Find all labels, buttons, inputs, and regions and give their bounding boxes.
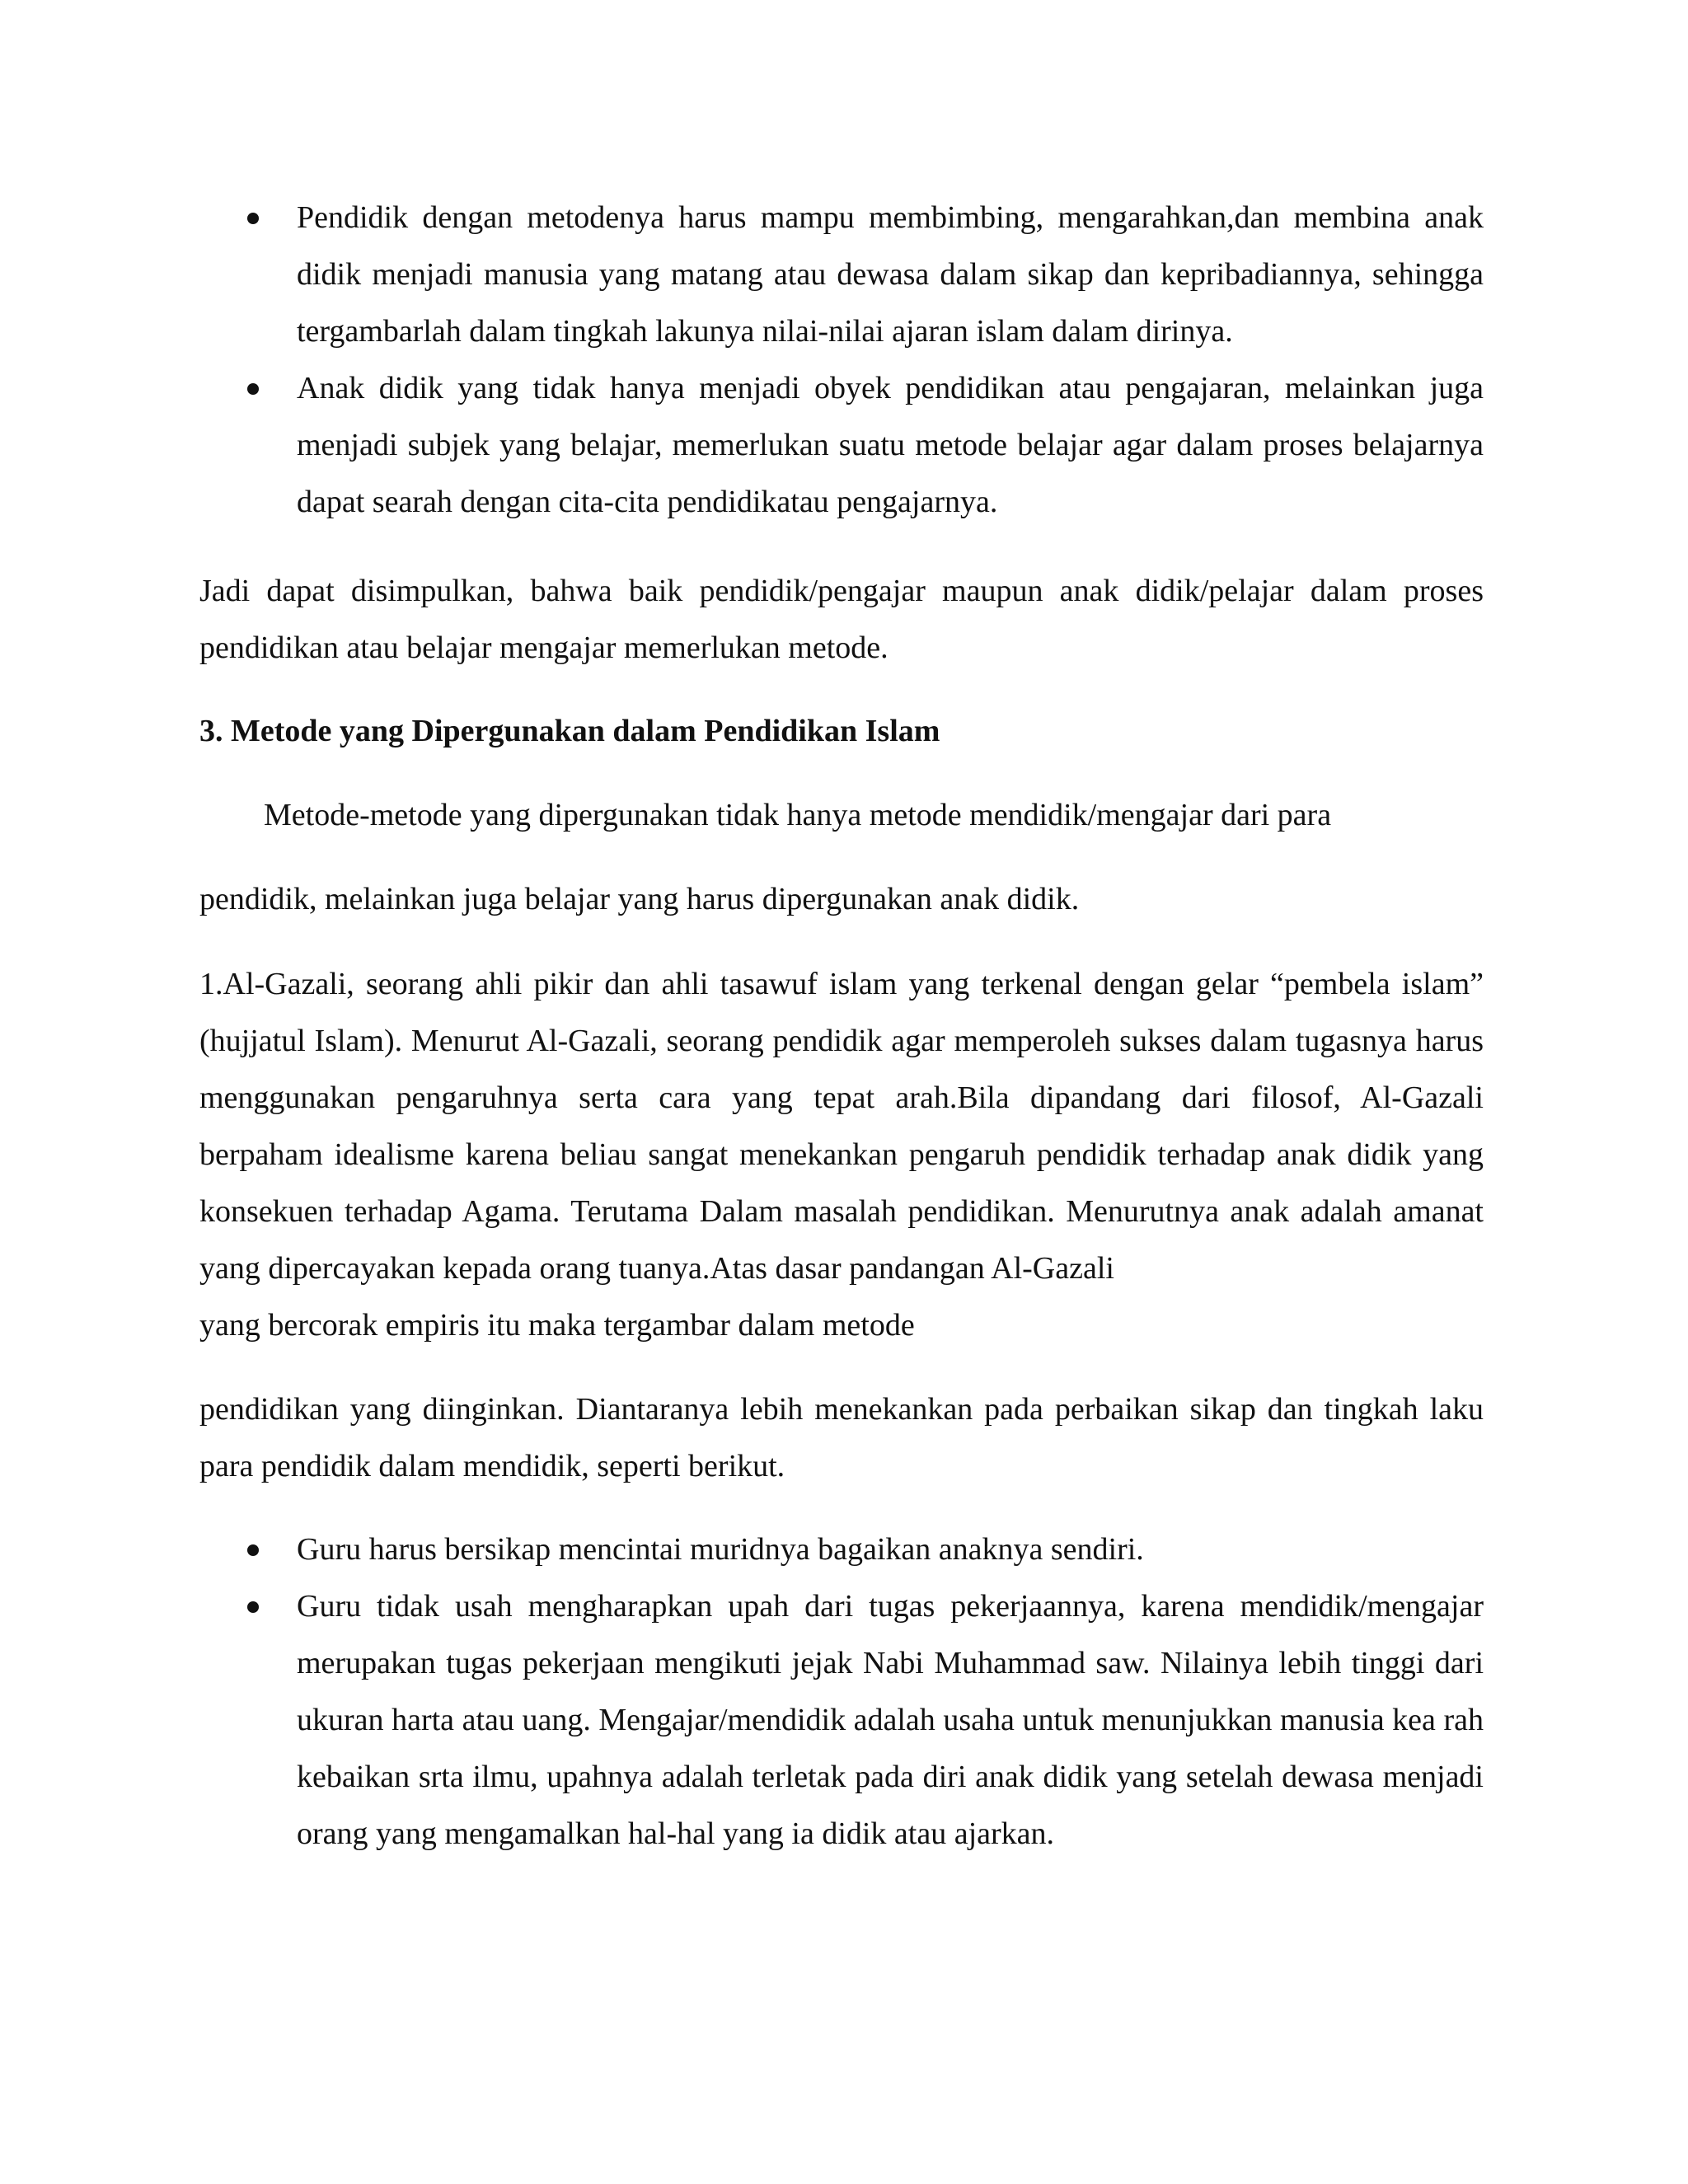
conclusion-paragraph: Jadi dapat disimpulkan, bahwa baik pendidik/pengajar maupun anak didik/pelajar dalam proses pendidikan atau belajar mengajar memerlukan metode. (199, 574, 1484, 665)
bullet-list-top (199, 190, 1484, 531)
intro-line-2: pendidik, melainkan juga belajar yang harus dipergunakan anak didik. (199, 882, 1080, 916)
list-item-text: Anak didik yang tidak hanya menjadi obyek pendidikan atau pengajaran, melainkan juga menjadi subjek yang belajar, memerlukan suatu metode belajar agar dalam proses belajarnya dapat searah dengan cita-cita pendidikatau pengajarnya. (297, 371, 1484, 519)
bullet-icon (247, 213, 259, 224)
list-item-text: Guru tidak usah mengharapkan upah dari tugas pekerjaannya, karena mendidik/mengajar merupakan tugas pekerjaan mengikuti jejak Nabi Muhammad saw. Nilainya lebih tinggi dari ukuran harta atau uang. Mengajar/mendidik adalah usaha untuk menunjukkan manusia kea rah kebaikan srta ilmu, upahnya adalah terletak pada diri anak didik yang setelah dewasa menjadi orang yang mengamalkan hal-hal yang ia didik atau ajarkan. (297, 1589, 1484, 1851)
list-item-text: Guru harus bersikap mencintai muridnya bagaikan anaknya sendiri. (297, 1532, 1144, 1567)
section-heading: 3. Metode yang Dipergunakan dalam Pendidikan Islam (199, 714, 940, 748)
intro-line-1: Metode-metode yang dipergunakan tidak hanya metode mendidik/mengajar dari para (264, 798, 1332, 832)
bullet-icon (247, 1601, 259, 1613)
list-item (199, 1521, 1484, 1578)
list-item-text: Pendidik dengan metodenya harus mampu membimbing, mengarahkan,dan membina anak didik menjadi manusia yang matang atau dewasa dalam sikap dan kepribadiannya, sehingga tergambarlah dalam tingkah lakunya nilai-nilai ajaran islam dalam dirinya. (297, 200, 1484, 349)
bullet-icon (247, 1544, 259, 1556)
list-item (199, 1578, 1484, 1863)
bullet-icon (247, 383, 259, 395)
algazali-last-line: yang bercorak empiris itu maka tergambar dalam metode (199, 1308, 915, 1343)
algazali-paragraph: 1.Al-Gazali, seorang ahli pikir dan ahli tasawuf islam yang terkenal dengan gelar “pembela islam” (hujjatul Islam). Menurut Al-Gazali, seorang pendidik agar memperoleh sukses dalam tugasnya harus menggunakan pengaruhnya serta cara yang tepat arah.Bila dipandang dari filosof, Al-Gazali berpaham idealisme karena beliau sangat menekankan pengaruh pendidik terhadap anak didik yang konsekuen terhadap Agama. Terutama Dalam masalah pendidikan. Menurutnya anak adalah amanat yang dipercayakan kepada orang tuanya.Atas dasar pandangan Al-Gazali (199, 967, 1484, 1286)
list-item (199, 190, 1484, 360)
bullet-list-bottom (199, 1521, 1484, 1863)
list-item (199, 360, 1484, 531)
continuation-paragraph: pendidikan yang diinginkan. Diantaranya lebih menekankan pada perbaikan sikap dan tingkah laku para pendidik dalam mendidik, seperti berikut. (199, 1392, 1484, 1483)
